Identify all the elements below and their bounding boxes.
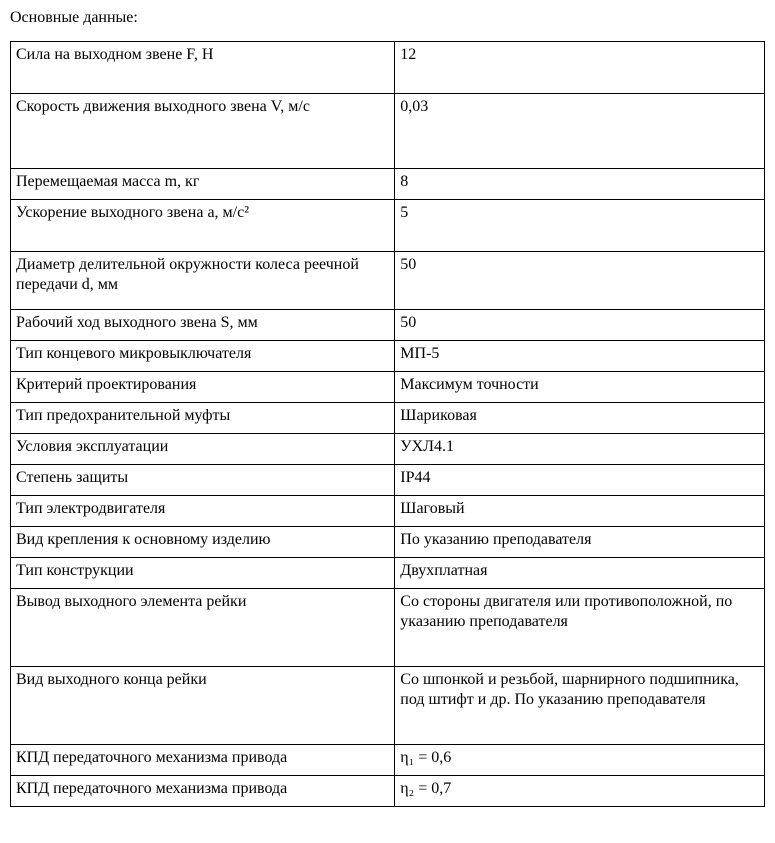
param-value-cell: 0,03: [395, 94, 765, 169]
table-row: [11, 341, 765, 372]
param-label-cell: Тип конструкции: [11, 558, 395, 589]
param-label-cell: Критерий проектирования: [11, 372, 395, 403]
param-label-cell: КПД передаточного механизма привода: [11, 776, 395, 807]
param-value-cell: 50: [395, 310, 765, 341]
table-row: [11, 589, 765, 667]
param-value-cell: η₂ = 0,7: [395, 776, 765, 807]
table-row: [11, 310, 765, 341]
param-value-cell: МП-5: [395, 341, 765, 372]
table-row: [11, 403, 765, 434]
table-row: [11, 496, 765, 527]
param-value-cell: 5: [395, 200, 765, 252]
param-value-cell: УХЛ4.1: [395, 434, 765, 465]
param-value-cell: η₁ = 0,6: [395, 745, 765, 776]
param-value-cell: 12: [395, 42, 765, 94]
param-label-cell: Условия эксплуатации: [11, 434, 395, 465]
param-value-cell: Шариковая: [395, 403, 765, 434]
table-row: [11, 667, 765, 745]
basic-data-table: [10, 41, 765, 807]
param-label-cell: Скорость движения выходного звена V, м/с: [11, 94, 395, 169]
param-value-cell: По указанию преподавателя: [395, 527, 765, 558]
param-value-cell: 50: [395, 252, 765, 310]
param-value-cell: Шаговый: [395, 496, 765, 527]
page-title: Основные данные:: [10, 9, 138, 26]
param-label-cell: Вид выходного конца рейки: [11, 667, 395, 745]
param-label-cell: Степень защиты: [11, 465, 395, 496]
table-row: [11, 372, 765, 403]
table-row: [11, 434, 765, 465]
table-row: [11, 776, 765, 807]
param-label-cell: Диаметр делительной окружности колеса реечной передачи d, мм: [11, 252, 395, 310]
param-label-cell: КПД передаточного механизма привода: [11, 745, 395, 776]
table-row: [11, 465, 765, 496]
table-row: [11, 527, 765, 558]
param-label-cell: Рабочий ход выходного звена S, мм: [11, 310, 395, 341]
param-value-cell: IP44: [395, 465, 765, 496]
param-label-cell: Тип электродвигателя: [11, 496, 395, 527]
param-label-cell: Перемещаемая масса m, кг: [11, 169, 395, 200]
table-row: [11, 42, 765, 94]
table-row: [11, 558, 765, 589]
table-row: [11, 169, 765, 200]
param-value-cell: Со шпонкой и резьбой, шарнирного подшипника, под штифт и др. По указанию преподавателя: [395, 667, 765, 745]
table-row: [11, 745, 765, 776]
param-label-cell: Тип концевого микровыключателя: [11, 341, 395, 372]
table-row: [11, 94, 765, 169]
table-row: [11, 200, 765, 252]
param-label-cell: Тип предохранительной муфты: [11, 403, 395, 434]
param-label-cell: Вывод выходного элемента рейки: [11, 589, 395, 667]
param-label-cell: Сила на выходном звене F, Н: [11, 42, 395, 94]
param-label-cell: Ускорение выходного звена a, м/с²: [11, 200, 395, 252]
param-value-cell: 8: [395, 169, 765, 200]
param-label-cell: Вид крепления к основному изделию: [11, 527, 395, 558]
param-value-cell: Максимум точности: [395, 372, 765, 403]
param-value-cell: Двухплатная: [395, 558, 765, 589]
table-row: [11, 252, 765, 310]
param-value-cell: Со стороны двигателя или противоположной, по указанию преподавателя: [395, 589, 765, 667]
